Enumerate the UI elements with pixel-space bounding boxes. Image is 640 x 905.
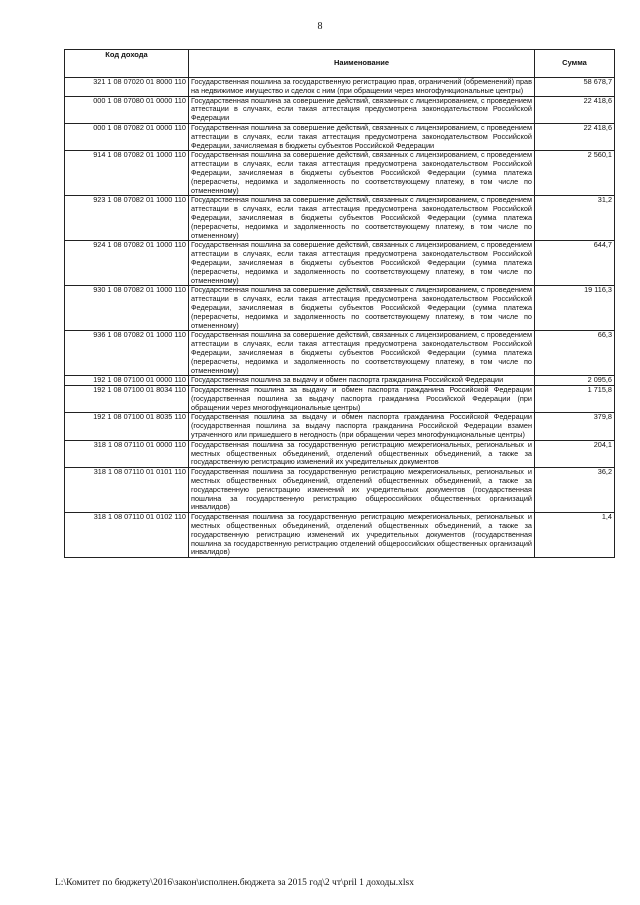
table-row [65, 286, 615, 331]
revenue-code-cell: 192 1 08 07100 01 8035 110 [65, 413, 189, 440]
revenue-code-cell: 930 1 08 07082 01 1000 110 [65, 286, 189, 331]
amount-cell: 644,7 [535, 241, 615, 286]
amount-cell: 22 418,6 [535, 96, 615, 123]
table-row [65, 151, 615, 196]
table-header-row [65, 50, 615, 78]
amount-cell: 2 560,1 [535, 151, 615, 196]
table-body [65, 78, 615, 558]
table-row [65, 331, 615, 376]
revenue-name-cell: Государственная пошлина за совершение действий, связанных с лицензированием, с проведением аттестации в случаях, если такая аттестация предусмотрена законодательством Российской Федерации, зачисляемая в бюджеты субъектов Российской Федерации (сумма платежа (перерасчеты, недоимка и задолженность по соответствующему платежу, в том числе по отмененному) [189, 241, 535, 286]
table-row [65, 241, 615, 286]
revenue-table [64, 49, 615, 558]
amount-cell: 2 095,6 [535, 376, 615, 386]
table-row [65, 513, 615, 558]
revenue-code-cell: 192 1 08 07100 01 8034 110 [65, 386, 189, 413]
amount-cell: 22 418,6 [535, 123, 615, 150]
revenue-code-cell: 318 1 08 07110 01 0000 110 [65, 440, 189, 467]
file-path-footer: L:\Комитет по бюджету\2016\закон\исполнен.бюджета за 2015 год\2 чт\pril 1 доходы.xlsx [55, 878, 414, 888]
revenue-name-cell: Государственная пошлина за выдачу и обмен паспорта гражданина Российской Федерации (государственная пошлина за выдачу паспорта гражданина Российской Федерации (при обращении через многофункциональные центры) [189, 386, 535, 413]
header-code: Код дохода [65, 50, 189, 78]
revenue-name-cell: Государственная пошлина за выдачу и обмен паспорта гражданина Российской Федерации (государственная пошлина за выдачу паспорта гражданина Российской Федерации взамен утраченного или пришедшего в негодность (при обращении через многофункциональные центры) [189, 413, 535, 440]
revenue-name-cell: Государственная пошлина за совершение действий, связанных с лицензированием, с проведением аттестации в случаях, если такая аттестация предусмотрена законодательством Российской Федерации, зачисляемая в бюджеты субъектов Российской Федерации (сумма платежа (перерасчеты, недоимка и задолженность по соответствующему платежу, в том числе по отмененному) [189, 331, 535, 376]
revenue-code-cell: 318 1 08 07110 01 0102 110 [65, 513, 189, 558]
amount-cell: 36,2 [535, 468, 615, 513]
table-row [65, 468, 615, 513]
revenue-name-cell: Государственная пошлина за совершение действий, связанных с лицензированием, с проведением аттестации в случаях, если такая аттестация предусмотрена законодательством Российской Федерации, зачисляемая в бюджеты субъектов Российской Федерации (сумма платежа (перерасчеты, недоимка и задолженность по соответствующему платежу, в том числе по отмененному) [189, 286, 535, 331]
amount-cell: 31,2 [535, 196, 615, 241]
amount-cell: 66,3 [535, 331, 615, 376]
revenue-code-cell: 192 1 08 07100 01 0000 110 [65, 376, 189, 386]
revenue-code-cell: 923 1 08 07082 01 1000 110 [65, 196, 189, 241]
header-sum: Сумма [535, 50, 615, 78]
revenue-code-cell: 936 1 08 07082 01 1000 110 [65, 331, 189, 376]
header-name: Наименование [189, 50, 535, 78]
revenue-code-cell: 000 1 08 07080 01 0000 110 [65, 96, 189, 123]
revenue-name-cell: Государственная пошлина за государственную регистрацию межрегиональных, региональных и местных общественных объединений, отделений общественных объединений, а также за государственную регистрацию изменений их учредительных документов (государственная пошлина за государственную регистрацию отделений общероссийских общественных организаций инвалидов) [189, 513, 535, 558]
table-row [65, 123, 615, 150]
table-row [65, 196, 615, 241]
revenue-code-cell: 914 1 08 07082 01 1000 110 [65, 151, 189, 196]
amount-cell: 379,8 [535, 413, 615, 440]
revenue-name-cell: Государственная пошлина за совершение действий, связанных с лицензированием, с проведением аттестации в случаях, если такая аттестация предусмотрена законодательством Российской Федерации, зачисляемая в бюджеты субъектов Российской Федерации [189, 123, 535, 150]
table-row [65, 78, 615, 97]
revenue-code-cell: 000 1 08 07082 01 0000 110 [65, 123, 189, 150]
revenue-name-cell: Государственная пошлина за совершение действий, связанных с лицензированием, с проведением аттестации в случаях, если такая аттестация предусмотрена законодательством Российской Федерации [189, 96, 535, 123]
revenue-name-cell: Государственная пошлина за государственную регистрацию прав, ограничений (обременений) прав на недвижимое имущество и сделок с ним (при обращении через многофункциональные центры) [189, 78, 535, 97]
revenue-name-cell: Государственная пошлина за выдачу и обмен паспорта гражданина Российской Федерации [189, 376, 535, 386]
revenue-name-cell: Государственная пошлина за государственную регистрацию межрегиональных, региональных и местных общественных объединений, отделений общественных объединений, а также за государственную регистрацию изменений их учредительных документов [189, 440, 535, 467]
amount-cell: 1,4 [535, 513, 615, 558]
amount-cell: 204,1 [535, 440, 615, 467]
table-row [65, 96, 615, 123]
revenue-name-cell: Государственная пошлина за совершение действий, связанных с лицензированием, с проведением аттестации в случаях, если такая аттестация предусмотрена законодательством Российской Федерации, зачисляемая в бюджеты субъектов Российской Федерации (сумма платежа (перерасчеты, недоимка и задолженность по соответствующему платежу, в том числе по отмененному) [189, 196, 535, 241]
revenue-name-cell: Государственная пошлина за совершение действий, связанных с лицензированием, с проведением аттестации в случаях, если такая аттестация предусмотрена законодательством Российской Федерации, зачисляемая в бюджеты субъектов Российской Федерации (сумма платежа (перерасчеты, недоимка и задолженность по соответствующему платежу, в том числе по отмененному) [189, 151, 535, 196]
revenue-code-cell: 321 1 08 07020 01 8000 110 [65, 78, 189, 97]
page-number: 8 [317, 21, 323, 32]
revenue-name-cell: Государственная пошлина за государственную регистрацию межрегиональных, региональных и местных общественных объединений, отделений общественных объединений, а также за государственную регистрацию изменений их учредительных документов (государственная пошлина за государственную регистрацию общероссийских общественных организаций инвалидов) [189, 468, 535, 513]
amount-cell: 58 678,7 [535, 78, 615, 97]
amount-cell: 19 116,3 [535, 286, 615, 331]
table-row [65, 440, 615, 467]
revenue-code-cell: 318 1 08 07110 01 0101 110 [65, 468, 189, 513]
revenue-code-cell: 924 1 08 07082 01 1000 110 [65, 241, 189, 286]
amount-cell: 1 715,8 [535, 386, 615, 413]
table-row [65, 413, 615, 440]
table-row [65, 386, 615, 413]
